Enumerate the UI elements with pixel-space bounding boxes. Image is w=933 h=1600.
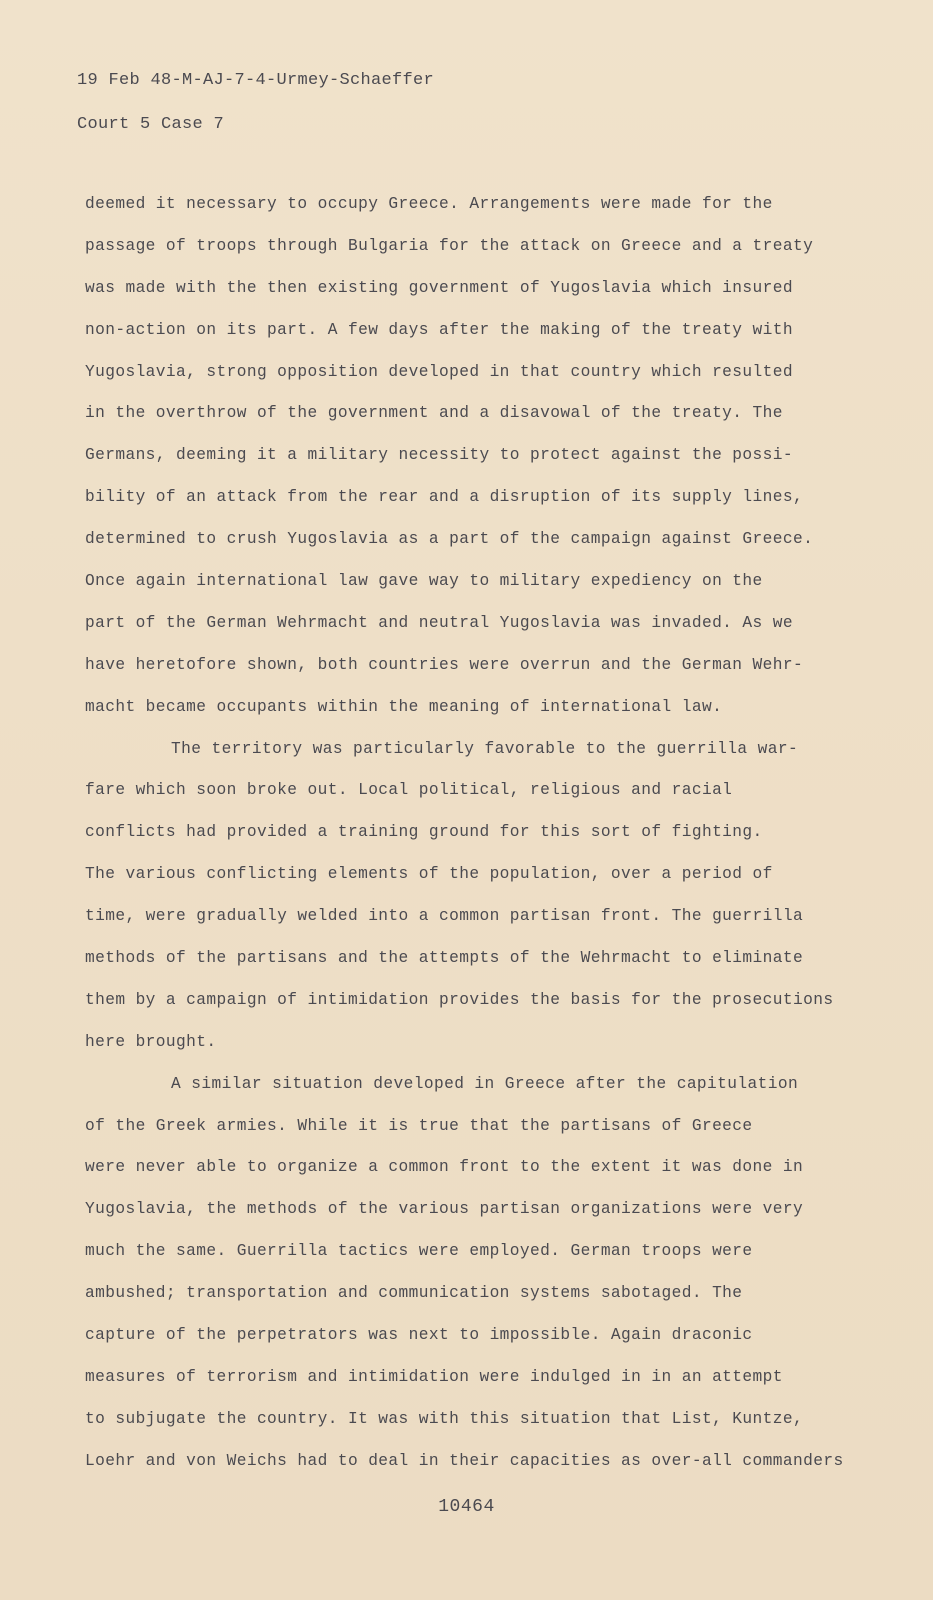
text-line: macht became occupants within the meaning of international law. [85, 697, 723, 716]
body-text [85, 184, 885, 1483]
text-line: fare which soon broke out. Local political, religious and racial [85, 781, 733, 800]
text-line: The various conflicting elements of the population, over a period of [85, 865, 773, 884]
text-line: Once again international law gave way to military expediency on the [85, 572, 763, 591]
paragraph-start-line: The territory was particularly favorable to the guerrilla war- [171, 739, 799, 758]
text-line: bility of an attack from the rear and a disruption of its supply lines, [85, 488, 804, 507]
text-line: part of the German Wehrmacht and neutral Yugoslavia was invaded. As we [85, 613, 793, 632]
text-line: conflicts had provided a training ground for this sort of fighting. [85, 823, 763, 842]
text-line: capture of the perpetrators was next to impossible. Again draconic [85, 1326, 753, 1345]
header-reference-line: 19 Feb 48-M-AJ-7-4-Urmey-Schaeffer [77, 71, 435, 90]
text-line: to subjugate the country. It was with this situation that List, Kuntze, [85, 1409, 804, 1428]
text-line: of the Greek armies. While it is true that the partisans of Greece [85, 1116, 753, 1135]
text-line: Yugoslavia, strong opposition developed in that country which resulted [85, 362, 793, 381]
text-line: non-action on its part. A few days after the making of the treaty with [85, 320, 793, 339]
text-line: ambushed; transportation and communication systems sabotaged. The [85, 1284, 743, 1303]
text-line: passage of troops through Bulgaria for the attack on Greece and a treaty [85, 236, 814, 255]
text-line: Loehr and von Weichs had to deal in their capacities as over-all commanders [85, 1451, 844, 1470]
text-line: here brought. [85, 1032, 217, 1051]
header-court-case-line: Court 5 Case 7 [77, 115, 225, 134]
text-line: Yugoslavia, the methods of the various partisan organizations were very [85, 1200, 804, 1219]
text-line: methods of the partisans and the attempts of the Wehrmacht to eliminate [85, 949, 804, 968]
text-line: measures of terrorism and intimidation were indulged in in an attempt [85, 1367, 783, 1386]
text-line: have heretofore shown, both countries were overrun and the German Wehr- [85, 655, 804, 674]
text-line: much the same. Guerrilla tactics were employed. German troops were [85, 1242, 753, 1261]
page-number: 10464 [438, 1497, 495, 1517]
text-line: deemed it necessary to occupy Greece. Arrangements were made for the [85, 195, 773, 213]
text-line: in the overthrow of the government and a disavowal of the treaty. The [85, 404, 783, 423]
paragraph-start-line: A similar situation developed in Greece after the capitulation [171, 1074, 799, 1093]
text-line: were never able to organize a common front to the extent it was done in [85, 1158, 804, 1177]
text-line: Germans, deeming it a military necessity to protect against the possi- [85, 446, 793, 465]
text-line: them by a campaign of intimidation provides the basis for the prosecutions [85, 990, 834, 1009]
text-line: time, were gradually welded into a common partisan front. The guerrilla [85, 907, 804, 926]
text-line: determined to crush Yugoslavia as a part of the campaign against Greece. [85, 530, 814, 549]
text-line: was made with the then existing government of Yugoslavia which insured [85, 278, 793, 297]
